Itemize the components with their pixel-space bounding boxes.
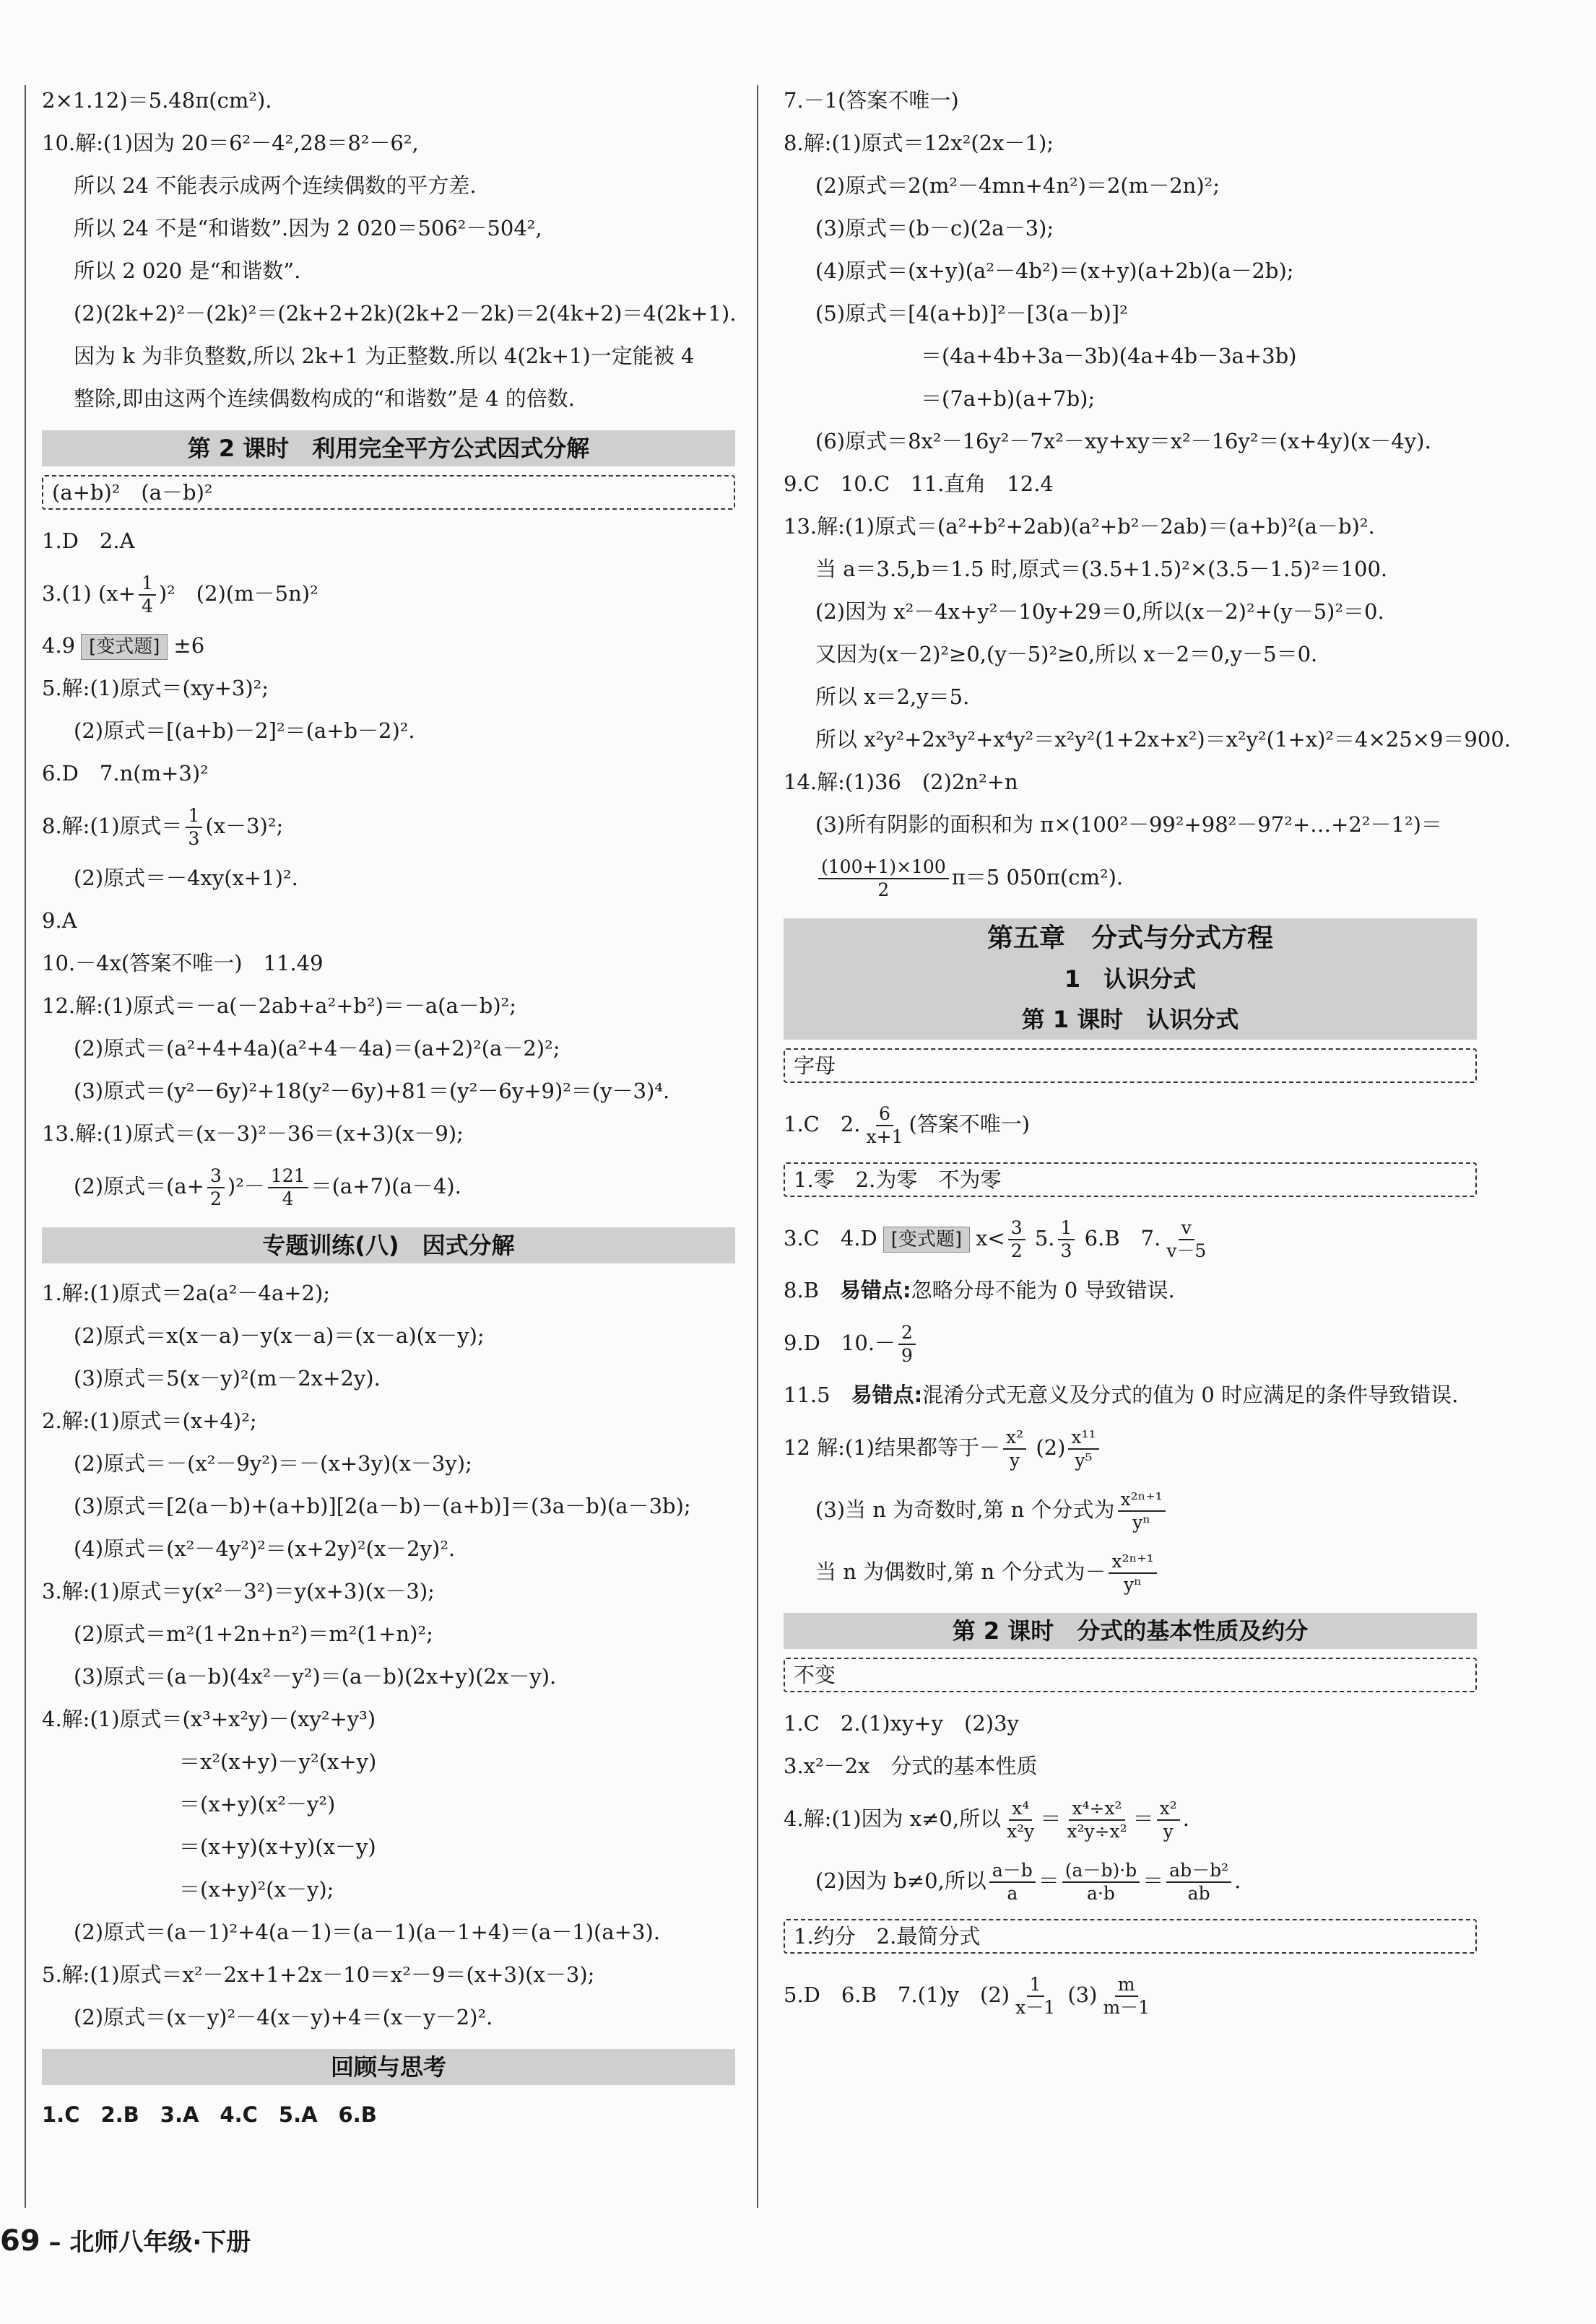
answer-text: ＝(a+7)(a－4).	[311, 1174, 461, 1198]
fraction	[207, 1165, 225, 1210]
denominator: ab	[1187, 1883, 1210, 1904]
denominator: a·b	[1087, 1883, 1115, 1904]
answer-line: ＝(x+y)²(x－y);	[179, 1877, 334, 1902]
answer-line: 所以 24 不能表示成两个连续偶数的平方差.	[74, 173, 477, 198]
fraction	[1062, 1860, 1140, 1905]
numerator: a－b	[989, 1860, 1036, 1883]
denominator: y⁵	[1075, 1450, 1093, 1471]
answer-text: 12 解:(1)结果都等于－	[784, 1435, 1000, 1460]
numerator: 6	[876, 1103, 893, 1126]
answer-line: (2)原式＝－(x²－9y²)＝－(x+3y)(x－3y);	[74, 1451, 472, 1476]
numerator: (a－b)·b	[1062, 1860, 1140, 1883]
answer-line: 所以 x＝2,y＝5.	[815, 684, 970, 709]
answer-line: ＝(7a+b)(a+7b);	[921, 386, 1096, 411]
numerator: 1	[139, 573, 156, 596]
answer-line: (2)原式＝[(a+b)－2]²＝(a+b－2)².	[74, 718, 415, 743]
answer-line: (2)因为 x²－4x+y²－10y+29＝0,所以(x－2)²+(y－5)²＝0.	[815, 599, 1384, 624]
fraction	[1008, 1217, 1025, 1262]
answer-text: )² (2)(m－5n)²	[158, 581, 318, 606]
error-point-label: 易错点:	[839, 1278, 911, 1302]
section-title: 1 认识分式	[784, 959, 1477, 999]
denominator: y	[1163, 1821, 1174, 1842]
answer-line: 8.解:(1)原式＝12x²(2x－1);	[784, 131, 1054, 155]
page-number: 69	[0, 2224, 40, 2258]
answer-text: 11.5	[784, 1383, 851, 1407]
fill-blank-box: 字母	[784, 1048, 1477, 1083]
denominator: yⁿ	[1124, 1574, 1142, 1595]
answer-line: (2)因为 b≠0,所以 $\frac{a-b}{a}$ ＝ $\frac{(a-b)\cdot b}{a\cdot b}$ ＝ $\frac{\text{ab－b²}}{ab}$ .	[815, 1860, 1241, 1904]
answer-text: 8.解:(1)原式＝	[42, 814, 183, 838]
answer-text: )²－	[227, 1174, 265, 1198]
lesson-title: 第 1 课时 认识分式	[784, 999, 1477, 1040]
answer-text: (x+	[97, 581, 136, 606]
answer-line: (3)原式＝(b－c)(2a－3);	[815, 216, 1054, 240]
answer-text: 9.D 10.－	[784, 1331, 896, 1355]
answer-line	[784, 846, 1477, 908]
answer-line	[784, 1207, 1477, 1269]
answer-line: 2.解:(1)原式＝(x+4)²;	[42, 1409, 257, 1433]
answer-line: (3)原式＝(a－b)(4x²－y²)＝(a－b)(2x+y)(2x－y).	[74, 1664, 557, 1689]
numerator: 1	[1058, 1217, 1075, 1240]
fraction	[1068, 1427, 1098, 1471]
denominator: yⁿ	[1132, 1512, 1151, 1533]
answer-line: 整除,即由这两个连续偶数构成的“和谐数”是 4 的倍数.	[74, 386, 575, 411]
answer-line: (3)原式＝5(x－y)²(m－2x+2y).	[74, 1366, 381, 1391]
answer-line: (5)原式＝[4(a+b)]²－[3(a－b)]²	[815, 301, 1128, 326]
answer-line	[42, 795, 735, 857]
answer-line: 1.C 2.B 3.A 4.C 5.A 6.B	[42, 2102, 377, 2127]
answer-text: 1.C 2.	[784, 1112, 861, 1136]
fraction	[1003, 1427, 1026, 1471]
answer-line: 4.解:(1)因为 x≠0,所以 $\frac{\text{x⁴}}{\text{x²y}}$ ＝ $\frac{\text{x⁴÷x²}}{\text{x²y÷x²}}$ ＝ $\frac{\text{x²}}{y}$ .	[784, 1798, 1190, 1842]
answer-line	[784, 1374, 1477, 1416]
variant-tag: [变式题]	[883, 1227, 970, 1253]
answer-line: (2)原式＝(a²+4+4a)(a²+4－4a)＝(a+2)²(a－2)²;	[74, 1036, 560, 1061]
answer-text: 忽略分母不能为 0 导致错误.	[911, 1278, 1175, 1302]
answer-line: (2)原式＝m²(1+2n+n²)＝m²(1+n)²;	[74, 1622, 433, 1646]
denominator: v－5	[1166, 1240, 1207, 1261]
answer-line: (6)原式＝8x²－16y²－7x²－xy+xy＝x²－16y²＝(x+4y)(x－4y).	[815, 429, 1431, 453]
answer-text: (答案不唯一)	[908, 1112, 1031, 1136]
answer-line: 4.解:(1)原式＝(x³+x²y)－(xy²+y³)	[42, 1707, 376, 1731]
fraction	[1109, 1551, 1156, 1596]
answer-line: (2)原式＝(x－y)²－4(x－y)+4＝(x－y－2)².	[74, 2005, 493, 2029]
numerator: x²ⁿ⁺¹	[1109, 1551, 1156, 1574]
answer-line: 5.解:(1)原式＝(xy+3)²;	[42, 676, 269, 700]
numerator: 2	[898, 1322, 916, 1345]
answer-line: 当 a＝3.5,b＝1.5 时,原式＝(3.5+1.5)²×(3.5－1.5)²＝100.	[815, 557, 1388, 581]
denominator: 2	[877, 879, 890, 900]
answer-line: 所以 2 020 是“和谐数”.	[74, 258, 301, 283]
answer-line: (2)原式＝(a－1)²+4(a－1)＝(a－1)(a－1+4)＝(a－1)(a+3).	[74, 1920, 660, 1944]
numerator: 121	[268, 1165, 308, 1188]
answer-line: 12.解:(1)原式＝－a(－2ab+a²+b²)＝－a(a－b)²;	[42, 993, 517, 1018]
answer-text: 8.B	[784, 1278, 840, 1302]
answer-line: 所以 24 不是“和谐数”.因为 2 020＝506²－504²,	[74, 216, 542, 240]
chapter-title: 第五章 分式与分式方程	[784, 918, 1477, 959]
numerator: 1	[1027, 1974, 1044, 1997]
fill-blank-box: 不变	[784, 1658, 1477, 1692]
answer-line: 13.解:(1)原式＝(x－3)²－36＝(x+3)(x－9);	[42, 1121, 464, 1146]
column-divider	[757, 85, 758, 2208]
answer-text: (x－3)²;	[205, 814, 284, 838]
answer-text: 混淆分式无意义及分式的值为 0 时应满足的条件导致错误.	[922, 1383, 1459, 1407]
left-margin-rule	[25, 85, 26, 2208]
numerator: v	[1179, 1217, 1194, 1240]
page-footer	[0, 2222, 251, 2258]
answer-line	[784, 1416, 1477, 1479]
numerator: 3	[207, 1165, 225, 1188]
answer-line	[42, 562, 735, 624]
denominator: 4	[141, 596, 153, 617]
fill-blank-box: 1.零 2.为零 不为零	[784, 1162, 1477, 1197]
denominator: a	[1007, 1883, 1018, 1904]
answer-line: 所以 x²y²+2x³y²+x⁴y²＝x²y²(1+2x+x²)＝x²y²(1+x)²＝4×25×9＝900.	[815, 727, 1512, 752]
answer-line: 6.D 7.n(m+3)²	[42, 761, 209, 785]
answer-text: x<	[976, 1226, 1005, 1250]
answer-line: (3)所有阴影的面积和为 π×(100²－99²+98²－97²+…+2²－1²)＝	[815, 812, 1442, 837]
numerator: x⁴	[1009, 1798, 1032, 1821]
answer-line: (2)原式＝－4xy(x+1)².	[74, 866, 298, 890]
right-column	[784, 79, 1512, 2026]
answer-line: (2)原式＝x(x－a)－y(x－a)＝(x－a)(x－y);	[74, 1323, 485, 1348]
denominator: 2	[1010, 1240, 1023, 1261]
answer-text: 3.C 4.D	[784, 1226, 877, 1250]
denominator: 3	[188, 828, 200, 849]
answer-line: (3)原式＝[2(a－b)+(a+b)][2(a－b)－(a+b)]＝(3a－b)(a－3b);	[74, 1494, 691, 1518]
answer-line	[42, 624, 735, 667]
section-header: 回顾与思考	[42, 2049, 735, 2085]
answer-line	[784, 1312, 1477, 1374]
denominator: y	[1009, 1450, 1020, 1471]
answer-line: 3.解:(1)原式＝y(x²－3²)＝y(x+3)(x－3);	[42, 1579, 435, 1603]
denominator: m－1	[1103, 1997, 1150, 2018]
answer-line: 14.解:(1)36 (2)2n²+n	[784, 770, 1018, 794]
denominator: x²y	[1007, 1821, 1035, 1842]
fraction	[1163, 1217, 1209, 1262]
answer-text: (2)因为 b≠0,所以	[815, 1868, 986, 1893]
fraction	[898, 1322, 916, 1367]
fraction	[1166, 1860, 1231, 1905]
denominator: 3	[1060, 1240, 1072, 1261]
numerator: x²	[1157, 1798, 1180, 1821]
answer-line: 又因为(x－2)²≥0,(y－5)²≥0,所以 x－2＝0,y－5＝0.	[815, 642, 1318, 666]
answer-text: ±6	[173, 633, 205, 658]
answer-line: 7.－1(答案不唯一)	[784, 88, 959, 113]
answer-line	[42, 1155, 735, 1217]
fraction	[186, 805, 203, 850]
answer-line: ＝(x+y)(x+y)(x－y)	[179, 1835, 376, 1859]
answer-line: 2×1.12)＝5.48π(cm²).	[42, 88, 272, 113]
answer-line: ＝(x+y)(x²－y²)	[179, 1792, 336, 1816]
footer-dash: –	[48, 2228, 70, 2257]
answer-line: 13.解:(1)原式＝(a²+b²+2ab)(a²+b²－2ab)＝(a+b)²(a－b)².	[784, 514, 1375, 539]
answer-line: ＝(4a+4b+3a－3b)(4a+4b－3a+3b)	[921, 344, 1297, 368]
denominator: 2	[209, 1188, 222, 1209]
numerator: ab－b²	[1166, 1860, 1231, 1883]
numerator: x⁴÷x²	[1069, 1798, 1124, 1821]
answer-line: (3)原式＝(y²－6y)²+18(y²－6y)+81＝(y²－6y+9)²＝(y－3)⁴.	[74, 1079, 670, 1103]
fraction	[818, 856, 949, 901]
answer-text: 当 n 为偶数时,第 n 个分式为－	[815, 1559, 1106, 1584]
fraction	[1100, 1974, 1153, 2019]
fraction	[1157, 1798, 1180, 1842]
answer-line: (2)原式＝2(m²－4mn+4n²)＝2(m－2n)²;	[815, 173, 1220, 198]
fraction	[139, 573, 156, 617]
lesson-title: 第 2 课时 分式的基本性质及约分	[784, 1613, 1477, 1649]
left-column	[42, 79, 735, 2136]
answer-line: 9.A	[42, 908, 77, 933]
error-point-label: 易错点:	[851, 1383, 923, 1407]
fraction	[1064, 1798, 1129, 1842]
answer-line: (4)原式＝(x²－4y²)²＝(x+2y)²(x－2y)².	[74, 1536, 456, 1561]
answer-line	[784, 1964, 1477, 2026]
denominator: x+1	[866, 1126, 903, 1147]
variant-tag: [变式题]	[81, 634, 168, 660]
answer-line: ＝x²(x+y)－y²(x+y)	[179, 1749, 377, 1774]
answer-line: 1.解:(1)原式＝2a(a²－4a+2);	[42, 1281, 331, 1305]
fraction	[1118, 1489, 1166, 1533]
answer-text: π＝5 050π(cm²).	[951, 865, 1124, 889]
numerator: (100+1)×100	[818, 856, 949, 879]
answer-line: 1.C 2.(1)xy+y (2)3y	[784, 1711, 1019, 1736]
denominator: x－1	[1015, 1997, 1056, 2018]
answer-text: 3.(1)	[42, 581, 92, 606]
answer-text: 4.9	[42, 633, 76, 658]
book-title: 北师八年级·下册	[69, 2228, 251, 2257]
denominator: 4	[282, 1188, 294, 1209]
fraction	[1004, 1798, 1037, 1842]
section-header: 第 2 课时 利用完全平方公式因式分解	[42, 430, 735, 466]
fill-blank-box: (a+b)² (a－b)²	[42, 475, 735, 510]
answer-line: 10.解:(1)因为 20＝6²－4²,28＝8²－6²,	[42, 131, 419, 155]
answer-line: 9.C 10.C 11.直角 12.4	[784, 471, 1054, 496]
answer-line	[784, 1479, 1477, 1541]
answer-line: (2)(2k+2)²－(2k)²＝(2k+2+2k)(2k+2－2k)＝2(4k+2)＝4(2k+1).	[74, 301, 737, 326]
numerator: x²ⁿ⁺¹	[1118, 1489, 1166, 1512]
fraction	[1058, 1217, 1075, 1262]
answer-line: 3.x²－2x 分式的基本性质	[784, 1754, 1038, 1778]
fraction	[864, 1103, 906, 1148]
numerator: x¹¹	[1068, 1427, 1098, 1450]
answer-line	[784, 1541, 1477, 1603]
answer-text: 4.解:(1)因为 x≠0,所以	[784, 1806, 1002, 1831]
numerator: x²	[1003, 1427, 1026, 1450]
answer-text: (3)	[1067, 1983, 1098, 2007]
answer-line: 因为 k 为非负整数,所以 2k+1 为正整数.所以 4(2k+1)一定能被 4	[74, 344, 695, 368]
answer-text: (2)原式＝(a+	[74, 1174, 204, 1198]
section-header: 专题训练(八) 因式分解	[42, 1227, 735, 1263]
fraction	[989, 1860, 1036, 1905]
answer-text: 5.D 6.B 7.(1)y (2)	[784, 1983, 1010, 2007]
answer-text: 5.	[1034, 1226, 1055, 1250]
fraction	[268, 1165, 308, 1210]
answer-text: (3)当 n 为奇数时,第 n 个分式为	[815, 1497, 1115, 1522]
answer-line: 1.D 2.A	[42, 528, 135, 553]
numerator: 1	[186, 805, 203, 828]
answer-line	[784, 1269, 1477, 1312]
fraction	[1012, 1974, 1058, 2019]
answer-text: 6.B 7.	[1084, 1226, 1161, 1250]
denominator: 9	[901, 1345, 913, 1366]
denominator: x²y÷x²	[1067, 1821, 1127, 1842]
numerator: m	[1115, 1974, 1138, 1997]
answer-text: (2)	[1036, 1435, 1066, 1460]
fill-blank-box: 1.约分 2.最简分式	[784, 1919, 1477, 1954]
answer-line: 10.－4x(答案不唯一) 11.49	[42, 951, 324, 975]
answer-line	[784, 1093, 1477, 1155]
answer-line: 5.解:(1)原式＝x²－2x+1+2x－10＝x²－9＝(x+3)(x－3);	[42, 1962, 595, 1987]
numerator: 3	[1008, 1217, 1025, 1240]
answer-line: (4)原式＝(x+y)(a²－4b²)＝(x+y)(a+2b)(a－2b);	[815, 258, 1294, 283]
